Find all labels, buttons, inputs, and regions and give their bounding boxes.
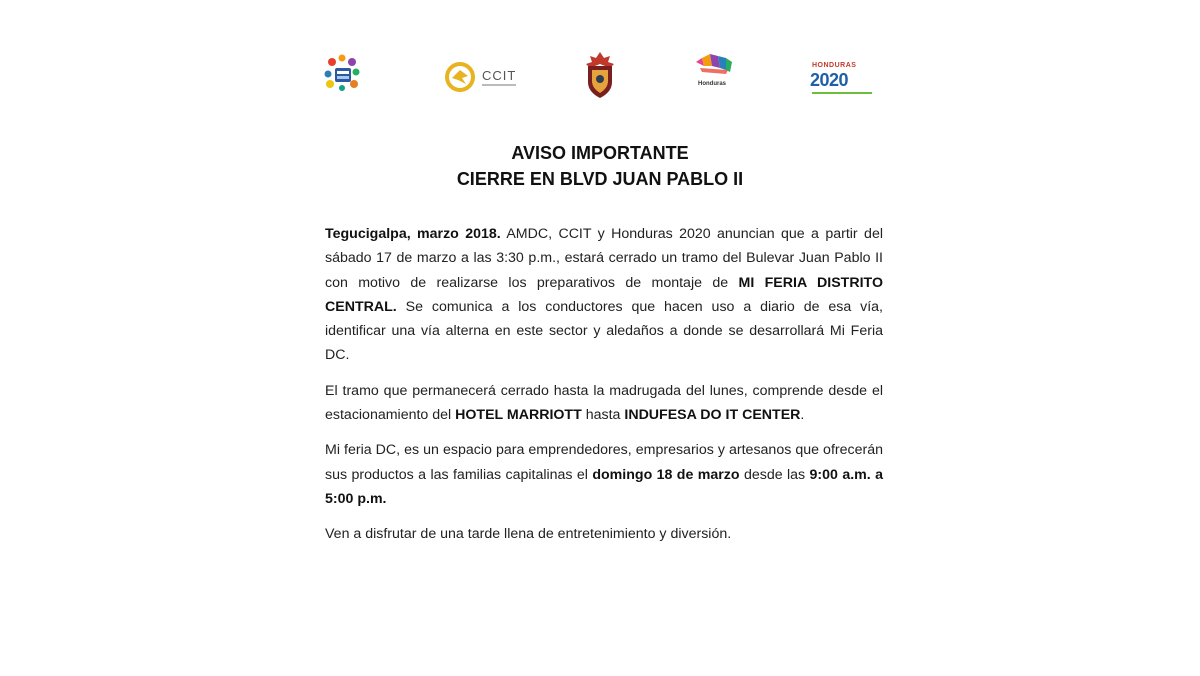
logo-row [318, 48, 883, 102]
paragraph3-text-2: desde las [739, 466, 810, 483]
notice-subtitle: CIERRE EN BLVD JUAN PABLO II [456, 169, 744, 189]
ccit-logo [442, 48, 522, 102]
honduras-2020-logo [808, 48, 878, 102]
event-hours: 9:00 a.m. a 5:00 p.m. [325, 466, 883, 507]
paragraph4-text: Ven a disfrutar de una tarde llena de entretenimiento y diversión. [325, 526, 732, 543]
paragraph2-text-3: . [800, 407, 805, 424]
dateline: Tegucigalpa, marzo 2018. [325, 226, 501, 242]
honduras-2020-underline [812, 92, 872, 94]
paragraph1-text-1: AMDC, CCIT y Honduras 2020 anuncian que a partir del sábado 17 de marzo a las 3:30 p.m., estará cerrado un tramo del Bulevar Juan Pablo II con motivo de realizarse los preparativos de montaje de [325, 226, 883, 291]
ccit-logo-text: CCIT [482, 68, 517, 83]
honduras-brand-text: Honduras [698, 81, 727, 87]
ccit-emblem-icon [442, 48, 480, 102]
city-coat-of-arms-logo [582, 48, 618, 102]
amdc-logo [320, 48, 368, 102]
coat-of-arms-icon [582, 48, 618, 102]
paragraph-event-details [325, 438, 883, 511]
paragraph-announcement [325, 222, 883, 368]
start-landmark: HOTEL MARRIOTT [455, 407, 582, 424]
paragraph2-text-2: hasta [581, 407, 625, 424]
ccit-subline [482, 84, 516, 86]
honduras-brand-icon [692, 48, 736, 80]
paragraph1-text-2: Se comunica a los conductores que hacen uso a diario de esa vía, identificar una vía alterna en este sector y aledaños a donde se desarrollará Mi Feria DC. [325, 298, 883, 364]
honduras-2020-top-text: HONDURAS [812, 62, 857, 69]
paragraph-invitation [325, 522, 883, 546]
amdc-logo-icon [320, 48, 368, 102]
paragraph2-text-1: El tramo que permanecerá cerrado hasta la madrugada del lunes, comprende desde el estacionamiento del [325, 382, 883, 424]
event-name: MI FERIA DISTRITO CENTRAL. [325, 274, 883, 315]
end-landmark: INDUFESA DO IT CENTER [624, 407, 801, 424]
honduras-2020-main-text: 2020 [810, 70, 849, 90]
paragraph3-text-1: Mi feria DC, es un espacio para emprendedores, empresarios y artesanos que ofrecerán sus productos a las familias capitalinas el [325, 442, 883, 483]
notice-body [325, 222, 883, 558]
notice-title: AVISO IMPORTANTE [511, 143, 689, 163]
honduras-brand-logo [692, 48, 736, 102]
event-date: domingo 18 de marzo [592, 466, 740, 483]
paragraph-closure-route [325, 379, 883, 428]
